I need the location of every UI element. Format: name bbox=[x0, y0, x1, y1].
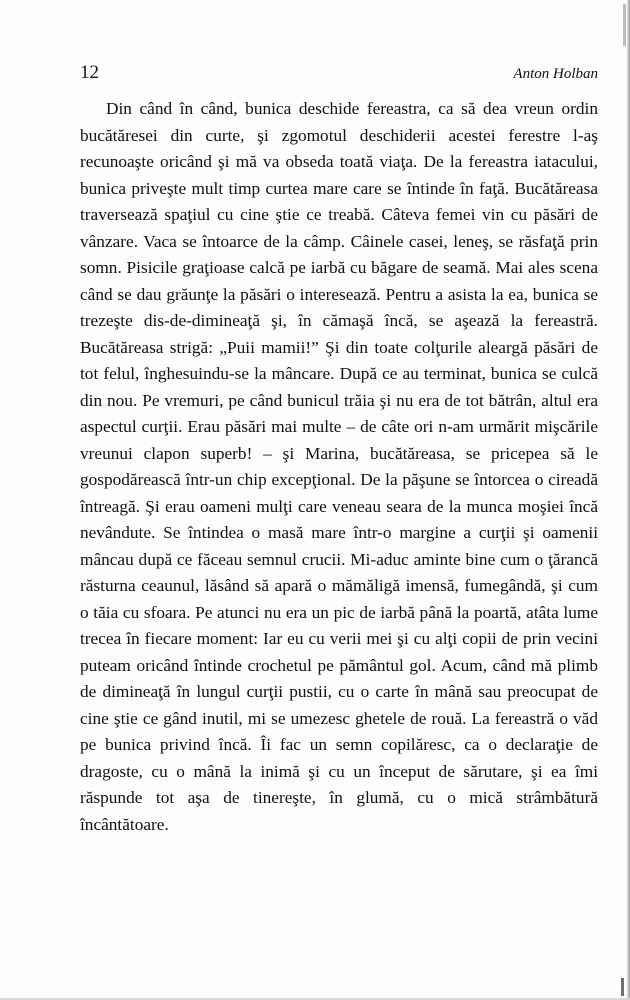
page-edge-mark-bottom bbox=[621, 978, 624, 996]
running-head-author: Anton Holban bbox=[513, 66, 598, 82]
page-number: 12 bbox=[80, 62, 99, 83]
page-edge-mark-top bbox=[623, 4, 626, 46]
body-paragraph: Din când în când, bunica deschide fereastra, ca să dea vreun ordin bucătăresei din curte, şi zgomotul deschiderii acestei ferestre l-aş recunoaşte oricând şi mă va obseda toată viaţa. De la fereastra iatacului, bunica priveşte mult timp curtea mare care se întinde în faţă. Bucătăreasa traversează spaţiul cu cine ştie ce treabă. Câteva femei vin cu păsări de vânzare. Vaca se întoarce de la câmp. Câinele casei, leneş, se răsfaţă prin somn. Pisicile graţioase calcă pe iarbă cu băgare de seamă. Mai ales scena când se dau grăunţe la păsări o interesează. Pentru a asista la ea, bunica se trezeşte dis-de-dimineaţă şi, în cămaşă încă, se aşează la fereastră. Bucătăreasa strigă: „Puii mamii!” Şi din toate colţurile aleargă păsări de tot felul, înghesuindu-se la mâncare. După ce au terminat, bunica se culcă din nou. Pe vremuri, pe când bunicul trăia şi nu era de tot bătrân, altul era aspectul curţii. Erau păsări mai multe – de câte ori n-am urmărit mişcările vreunui clapon superb! – şi Marina, bucătăreasa, se pricepea să le gospodărească într-un chip excepţional. De la păşune se întorcea o cireadă întreagă. Şi erau oameni mulţi care veneau seara de la munca moşiei încă nevândute. Se întindea o masă mare într-o margine a curţii şi oamenii mâncau după ce făceau semnul crucii. Mi-aduc aminte bine cum o ţărancă răsturna ceaunul, lăsând să apară o mămăligă imensă, fumegândă, şi cum o tăia cu sfoara. Pe atunci nu era un pic de iarbă până la poartă, atâta lume trecea în fiecare moment: Iar eu cu verii mei şi cu alţi copii de prin vecini puteam oricând întinde crochetul pe pământul gol. Acum, când mă plimb de dimineaţă în lungul curţii pustii, cu o carte în mână sau preocupat de cine ştie ce gând inutil, mi se umezesc ghetele de rouă. La fereastră o văd pe bunica privind încă. Îi fac un semn copilăresc, ca o declaraţie de dragoste, cu o mână la inimă şi cu un început de sărutare, şi ea îmi răspunde tot aşa de tinereşte, în glumă, cu o mică strâmbătură încântătoare. bbox=[80, 99, 598, 834]
